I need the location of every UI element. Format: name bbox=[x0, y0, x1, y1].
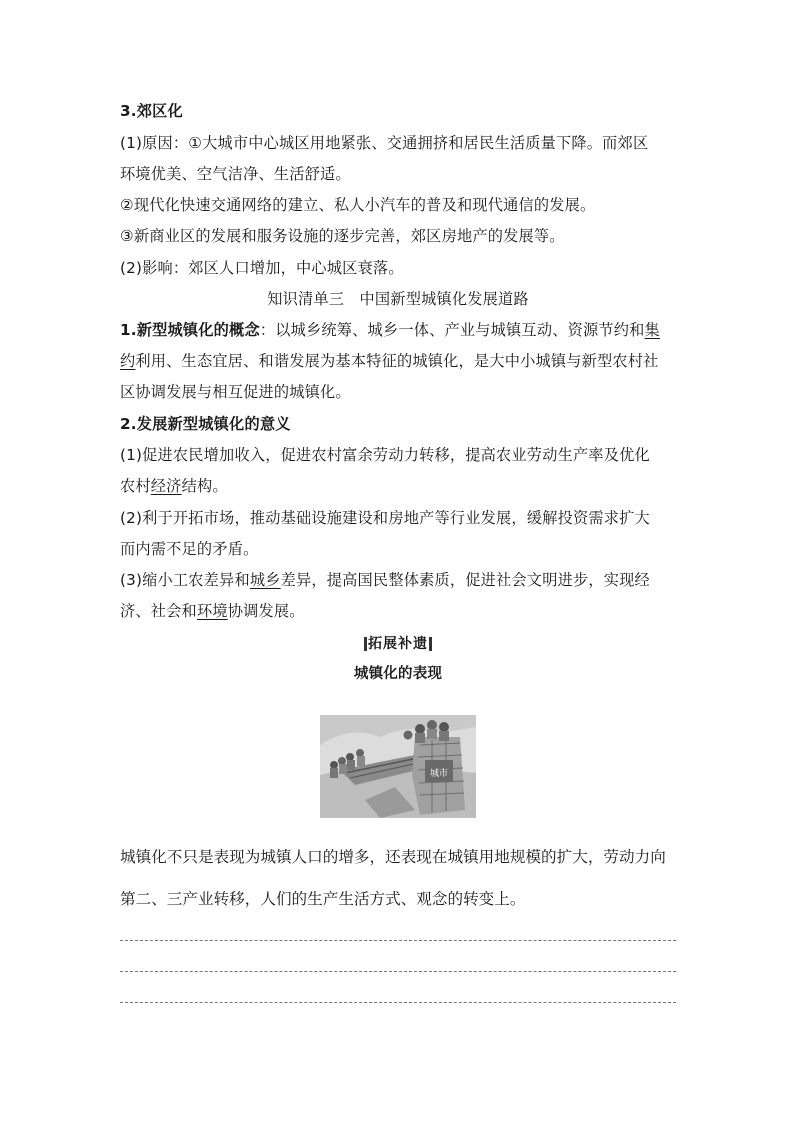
knowledge-heading: 知识清单三 中国新型城镇化发展道路 bbox=[267, 290, 529, 308]
answer-line-3 bbox=[120, 1002, 676, 1003]
meaning-1-text-a: 农村 bbox=[120, 477, 151, 495]
meaning-3-line-2 bbox=[120, 596, 676, 627]
reason-line-4: ③新商业区的发展和服务设施的逐步完善，郊区房地产的发展等。 bbox=[120, 227, 565, 245]
meaning-1-line-1: (1)促进农民增加收入，促进农村富余劳动力转移，提高农业劳动生产率及优化 bbox=[120, 446, 650, 464]
meaning-1-line-2 bbox=[120, 471, 676, 502]
concept-text-2: 利用、生态宜居、和谐发展为基本特征的城镇化，是大中小城镇与新型农村社 bbox=[135, 352, 659, 370]
meaning-title: 2.发展新型城镇化的意义 bbox=[120, 415, 291, 433]
meaning-1-text-b: 结构。 bbox=[181, 477, 228, 495]
reason-line-2: 环境优美、空气洁净、生活舒适。 bbox=[120, 165, 351, 183]
extension-tag-text: 拓展补遗 bbox=[368, 636, 428, 652]
underlined-ji: 集 bbox=[644, 321, 660, 339]
concept-label: 1.新型城镇化的概念 bbox=[120, 321, 260, 339]
underlined-chengxiang: 城乡 bbox=[249, 571, 281, 589]
urbanization-illustration bbox=[320, 715, 476, 818]
meaning-3-text-b: 差异，提高国民整体素质，促进社会文明进步，实现经 bbox=[280, 571, 650, 589]
concept-line-1 bbox=[120, 315, 676, 346]
answer-line-1 bbox=[120, 940, 676, 941]
extension-tag bbox=[120, 628, 676, 660]
meaning-3-text-a: (3)缩小工农差异和 bbox=[120, 571, 250, 589]
section3-title: 3.郊区化 bbox=[120, 102, 183, 120]
meaning-3-line-1 bbox=[120, 565, 676, 596]
meaning-3-text-d: 协调发展。 bbox=[227, 602, 305, 620]
impact-line: (2)影响：郊区人口增加，中心城区衰落。 bbox=[120, 259, 404, 277]
meaning-3-text-c: 济、社会和 bbox=[120, 602, 197, 620]
city-sign: 城市 bbox=[429, 769, 449, 779]
underlined-jingji: 经济 bbox=[150, 477, 182, 495]
concept-text-1: ：以城乡统筹、城乡一体、产业与城镇互动、资源节约和 bbox=[259, 321, 645, 339]
reason-line-1: (1)原因：①大城市中心城区用地紧张、交通拥挤和居民生活质量下降。而郊区 bbox=[120, 134, 649, 152]
underlined-yue: 约 bbox=[120, 352, 136, 370]
extension-body-line-1: 城镇化不只是表现为城镇人口的增多，还表现在城镇用地规模的扩大，劳动力向 bbox=[120, 848, 666, 866]
meaning-2-line-1: (2)利于开拓市场，推动基础设施建设和房地产等行业发展，缓解投资需求扩大 bbox=[120, 509, 650, 527]
meaning-2-line-2: 而内需不足的矛盾。 bbox=[120, 540, 259, 558]
underlined-huanjing: 环境 bbox=[196, 602, 228, 620]
concept-line-2 bbox=[120, 346, 676, 377]
answer-line-2 bbox=[120, 971, 676, 972]
concept-line-3: 区协调发展与相互促进的城镇化。 bbox=[120, 383, 351, 401]
extension-body-line-2: 第二、三产业转移，人们的生产生活方式、观念的转变上。 bbox=[120, 890, 526, 908]
extension-title: 城镇化的表现 bbox=[353, 666, 443, 682]
reason-line-3: ②现代化快速交通网络的建立、私人小汽车的普及和现代通信的发展。 bbox=[120, 196, 596, 214]
